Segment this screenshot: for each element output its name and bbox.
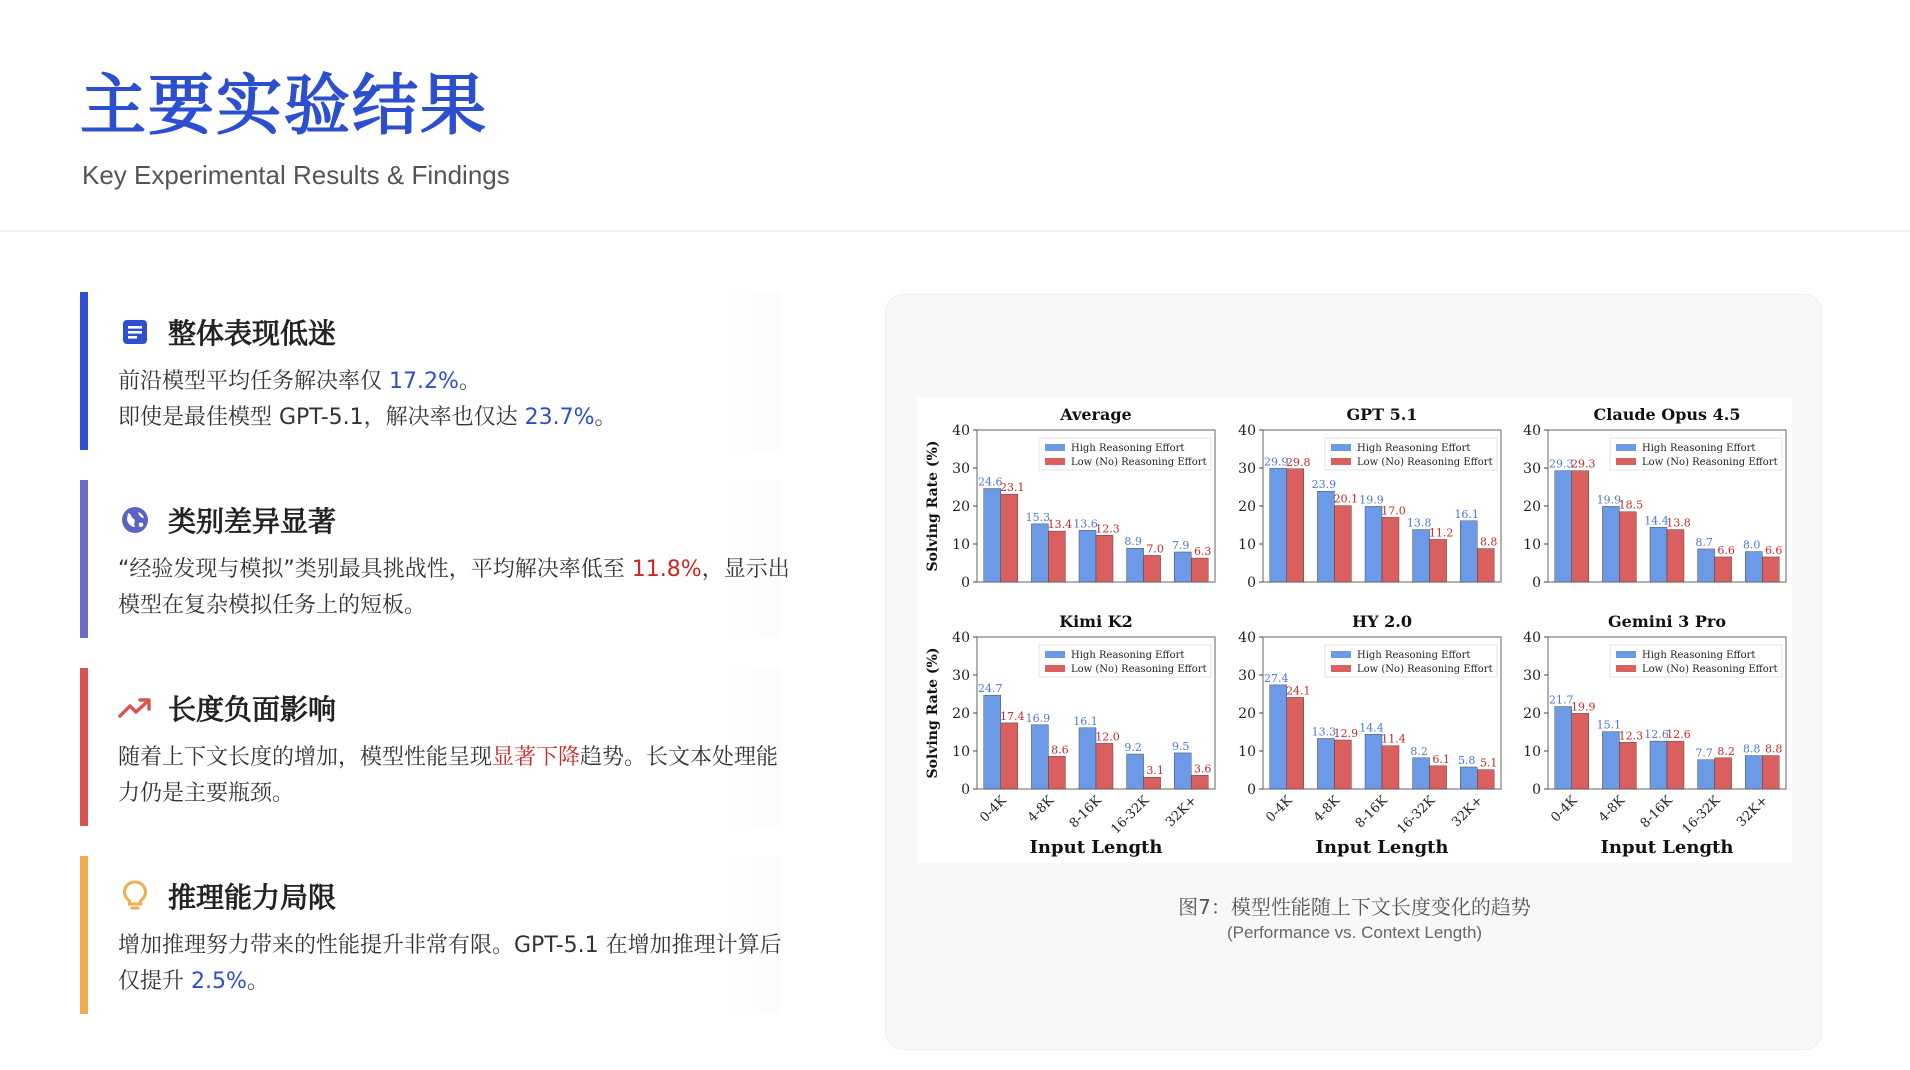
y-tick-label: 0: [961, 575, 970, 591]
bar: [1127, 754, 1144, 789]
figure-panel: [885, 294, 1822, 1050]
x-tick-label: 8-16K: [1352, 793, 1391, 832]
bar: [1382, 746, 1399, 789]
bar: [1698, 760, 1715, 789]
bar: [1477, 770, 1494, 789]
bar: [1572, 713, 1589, 789]
bar: [1317, 491, 1334, 582]
data-label: 15.1: [1596, 718, 1622, 732]
x-tick-label: 4-8K: [1024, 793, 1058, 826]
legend-swatch: [1331, 458, 1351, 465]
bar: [1667, 741, 1684, 789]
bar: [1174, 552, 1191, 582]
text-segment: 趋势。长文本处理能力仍是主要瓶颈。: [118, 745, 779, 806]
finding-text: [118, 364, 798, 436]
data-label: 16.1: [1454, 507, 1479, 521]
data-label: 29.9: [1264, 455, 1289, 469]
y-tick-label: 10: [1238, 537, 1256, 553]
bar: [1715, 758, 1732, 789]
bar: [1619, 742, 1636, 789]
bar: [1365, 734, 1382, 789]
legend-swatch: [1616, 665, 1636, 672]
text-segment: “经验发现与模拟”类别最具挑战性，平均解决率低至: [118, 557, 632, 582]
data-label: 7.9: [1171, 538, 1190, 552]
data-label: 17.0: [1381, 504, 1406, 518]
legend-label: Low (No) Reasoning Effort: [1357, 457, 1493, 468]
bar: [1191, 558, 1208, 582]
text-segment: 增加推理努力带来的性能提升非常有限。GPT-5.1 在增加推理计算后仅提升: [118, 933, 782, 994]
bar: [1287, 469, 1304, 582]
data-label: 12.3: [1095, 522, 1120, 536]
finding-title: 整体表现低迷: [168, 317, 337, 350]
chart-title: HY 2.0: [1352, 612, 1412, 631]
text-segment: 即使是最佳模型 GPT-5.1，解决率也仅达: [118, 405, 525, 430]
y-tick-label: 10: [952, 744, 970, 760]
chart-title: Kimi K2: [1059, 612, 1133, 631]
x-tick-label: 4-8K: [1310, 793, 1344, 826]
data-label: 21.7: [1549, 693, 1574, 707]
x-axis-label: Input Length: [1315, 837, 1449, 858]
bar: [1602, 732, 1619, 789]
y-tick-label: 0: [961, 782, 970, 798]
bar: [1127, 548, 1144, 582]
y-tick-label: 30: [1238, 668, 1256, 684]
x-tick-label: 32K+: [1449, 793, 1487, 831]
y-tick-label: 40: [952, 630, 970, 646]
bar: [1745, 756, 1762, 789]
finding-text: [118, 552, 798, 624]
data-label: 13.6: [1073, 517, 1098, 531]
data-label: 24.6: [978, 475, 1003, 489]
finding-card-reasoning: [80, 856, 780, 1014]
legend-swatch: [1331, 665, 1351, 672]
data-label: 5.1: [1479, 756, 1498, 770]
y-tick-label: 30: [952, 461, 970, 477]
bar: [1334, 740, 1351, 789]
finding-text: [118, 928, 798, 1000]
bar: [1413, 530, 1430, 582]
data-label: 16.9: [1025, 711, 1051, 725]
x-axis-label: Input Length: [1600, 837, 1734, 858]
legend-label: High Reasoning Effort: [1071, 650, 1185, 661]
data-label: 19.9: [1571, 700, 1596, 714]
data-label: 6.6: [1764, 543, 1783, 557]
findings-list: [80, 292, 790, 1044]
bar: [1413, 758, 1430, 789]
legend-label: Low (No) Reasoning Effort: [1357, 664, 1493, 675]
data-label: 24.7: [978, 682, 1003, 696]
bar: [1270, 685, 1287, 789]
legend-label: High Reasoning Effort: [1642, 443, 1756, 454]
legend-label: High Reasoning Effort: [1357, 443, 1471, 454]
data-label: 11.2: [1428, 526, 1454, 540]
data-label: 8.6: [1051, 743, 1069, 757]
page-header: [0, 0, 1910, 232]
data-label: 19.9: [1596, 493, 1622, 507]
text-segment: 随着上下文长度的增加，模型性能呈现: [118, 745, 493, 770]
x-axis-label: Input Length: [1029, 837, 1163, 858]
legend-swatch: [1616, 444, 1636, 451]
y-tick-label: 40: [1523, 630, 1541, 646]
legend-swatch: [1331, 444, 1351, 451]
x-tick-label: 0-4K: [1548, 793, 1581, 826]
page-title: 主要实验结果: [80, 67, 488, 144]
highlight-value: 11.8%: [631, 557, 702, 582]
bar: [1460, 767, 1477, 789]
x-tick-label: 32K+: [1163, 793, 1201, 831]
data-label: 19.9: [1359, 493, 1384, 507]
y-tick-label: 30: [952, 668, 970, 684]
highlight-value: 23.7%: [524, 405, 595, 430]
legend-label: High Reasoning Effort: [1642, 650, 1756, 661]
bar: [1365, 506, 1382, 582]
legend-swatch: [1331, 651, 1351, 658]
highlight-value: 17.2%: [389, 369, 459, 394]
bar: [1698, 549, 1715, 582]
y-tick-label: 30: [1523, 668, 1541, 684]
page-subtitle: Key Experimental Results & Findings: [82, 160, 510, 190]
bar: [1096, 743, 1113, 789]
data-label: 8.0: [1742, 538, 1761, 552]
text-segment: 。: [594, 405, 617, 430]
bar: [1619, 512, 1636, 582]
data-label: 8.8: [1764, 742, 1783, 756]
data-label: 8.8: [1742, 742, 1761, 756]
globe-icon: [118, 503, 152, 537]
data-label: 8.9: [1124, 535, 1142, 549]
data-label: 12.3: [1618, 729, 1644, 743]
bar: [1382, 517, 1399, 582]
y-tick-label: 20: [1523, 499, 1541, 515]
text-segment: ，显示出模型在复杂模拟任务上的短板。: [118, 557, 790, 618]
x-tick-label: 8-16K: [1066, 793, 1105, 832]
bar: [1745, 552, 1762, 582]
legend-label: High Reasoning Effort: [1071, 443, 1185, 454]
data-label: 11.4: [1381, 732, 1406, 746]
bar: [1430, 539, 1447, 582]
bar: [1144, 555, 1161, 582]
y-tick-label: 20: [952, 706, 970, 722]
y-tick-label: 20: [1238, 706, 1256, 722]
bar: [1650, 527, 1667, 582]
bar: [1144, 777, 1161, 789]
data-label: 14.4: [1644, 514, 1669, 528]
bar: [1460, 521, 1477, 582]
figure-caption-subtitle: (Performance vs. Context Length): [1226, 923, 1483, 942]
legend-swatch: [1045, 458, 1065, 465]
bar: [1191, 775, 1208, 789]
y-tick-label: 40: [952, 423, 970, 439]
data-label: 15.3: [1025, 510, 1051, 524]
data-label: 9.2: [1124, 741, 1142, 755]
data-label: 13.3: [1311, 725, 1337, 739]
y-tick-label: 10: [1238, 744, 1256, 760]
bar: [1762, 756, 1779, 789]
chart-title: Claude Opus 4.5: [1593, 405, 1741, 424]
legend-label: High Reasoning Effort: [1357, 650, 1471, 661]
finding-card-category: [80, 480, 790, 638]
data-label: 12.0: [1095, 730, 1120, 744]
x-tick-label: 4-8K: [1595, 793, 1629, 826]
data-label: 8.7: [1695, 535, 1713, 549]
bar: [1096, 535, 1113, 582]
y-tick-label: 40: [1523, 423, 1541, 439]
bar: [1715, 557, 1732, 582]
bar: [1270, 468, 1287, 582]
y-tick-label: 20: [1523, 706, 1541, 722]
data-label: 7.7: [1695, 746, 1713, 760]
y-tick-label: 30: [1238, 461, 1256, 477]
highlight-value: 2.5%: [191, 969, 247, 994]
data-label: 3.1: [1146, 764, 1164, 778]
bar: [1287, 697, 1304, 789]
bar: [1031, 524, 1048, 582]
data-label: 18.5: [1618, 498, 1644, 512]
data-label: 9.5: [1171, 739, 1190, 753]
y-tick-label: 20: [1238, 499, 1256, 515]
x-tick-label: 16-32K: [1679, 793, 1724, 838]
bar: [1555, 707, 1572, 789]
y-tick-label: 0: [1247, 782, 1256, 798]
y-tick-label: 0: [1532, 782, 1541, 798]
data-label: 23.9: [1311, 478, 1337, 492]
data-label: 7.0: [1146, 542, 1164, 556]
bar: [1174, 753, 1191, 789]
y-tick-label: 10: [1523, 537, 1541, 553]
bar: [1317, 738, 1334, 789]
bar: [1667, 530, 1684, 582]
data-label: 13.8: [1406, 516, 1432, 530]
bar: [984, 695, 1001, 789]
y-tick-label: 40: [1238, 630, 1256, 646]
data-label: 27.4: [1264, 671, 1289, 685]
data-label: 29.3: [1571, 457, 1596, 471]
finding-card-overall: [80, 292, 780, 450]
y-axis-label: Solving Rate (%): [925, 440, 941, 572]
y-tick-label: 10: [1523, 744, 1541, 760]
x-tick-label: 16-32K: [1394, 793, 1439, 838]
data-label: 29.3: [1549, 457, 1574, 471]
data-label: 13.8: [1666, 516, 1691, 530]
y-tick-label: 0: [1532, 575, 1541, 591]
data-label: 17.4: [1000, 709, 1025, 723]
chart-title: GPT 5.1: [1346, 405, 1418, 424]
finding-text: [118, 740, 798, 812]
lightbulb-icon: [118, 879, 152, 913]
finding-title: 长度负面影响: [168, 693, 337, 726]
data-label: 3.6: [1193, 762, 1212, 776]
legend-label: Low (No) Reasoning Effort: [1071, 664, 1207, 675]
document-icon: [118, 315, 152, 349]
bar: [1762, 557, 1779, 582]
chart-title: Average: [1060, 405, 1132, 424]
bar: [984, 489, 1001, 582]
bar: [1031, 725, 1048, 789]
y-tick-label: 10: [952, 537, 970, 553]
data-label: 16.1: [1073, 714, 1098, 728]
finding-title: 推理能力局限: [168, 881, 337, 914]
x-tick-label: 8-16K: [1637, 793, 1676, 832]
bar: [1555, 471, 1572, 582]
bar: [1477, 549, 1494, 582]
data-label: 24.1: [1286, 684, 1311, 698]
data-label: 5.8: [1457, 753, 1476, 767]
legend-label: Low (No) Reasoning Effort: [1642, 457, 1778, 468]
legend-swatch: [1045, 444, 1065, 451]
data-label: 23.1: [1000, 481, 1025, 495]
y-tick-label: 30: [1523, 461, 1541, 477]
bar: [1079, 728, 1096, 789]
data-label: 13.4: [1047, 518, 1073, 532]
bar: [1001, 723, 1018, 789]
figure-caption: 图7：模型性能随上下文长度变化的趋势: [1178, 895, 1531, 919]
bar: [1572, 471, 1589, 582]
trending-down-icon: [118, 691, 152, 725]
legend-swatch: [1616, 651, 1636, 658]
text-segment: 前沿模型平均任务解决率仅: [118, 369, 389, 394]
data-label: 12.9: [1333, 726, 1359, 740]
chart-figure: [917, 397, 1792, 863]
data-label: 8.2: [1410, 744, 1428, 758]
chart-title: Gemini 3 Pro: [1608, 612, 1726, 631]
legend-swatch: [1045, 665, 1065, 672]
data-label: 6.6: [1717, 543, 1735, 557]
bar: [1048, 531, 1065, 582]
bar: [1650, 741, 1667, 789]
bar: [1602, 506, 1619, 582]
legend-swatch: [1616, 458, 1636, 465]
bar: [1079, 530, 1096, 582]
bar-chart-grid: [917, 397, 1792, 863]
data-label: 6.3: [1193, 545, 1212, 559]
x-tick-label: 0-4K: [1263, 793, 1296, 826]
data-label: 29.8: [1286, 455, 1311, 469]
finding-title: 类别差异显著: [168, 505, 337, 538]
highlight-value: 显著下降: [492, 745, 581, 770]
bar: [1334, 506, 1351, 582]
data-label: 8.8: [1479, 535, 1498, 549]
y-tick-label: 40: [1238, 423, 1256, 439]
x-tick-label: 16-32K: [1108, 793, 1153, 838]
data-label: 12.6: [1666, 728, 1691, 742]
text-segment: 。: [246, 969, 269, 994]
data-label: 20.1: [1333, 492, 1359, 506]
legend-swatch: [1045, 651, 1065, 658]
data-label: 14.4: [1359, 721, 1384, 735]
y-tick-label: 0: [1247, 575, 1256, 591]
bar: [1048, 756, 1065, 789]
y-axis-label: Solving Rate (%): [925, 647, 941, 779]
finding-card-length: [80, 668, 780, 826]
x-tick-label: 32K+: [1734, 793, 1772, 831]
bar: [1001, 494, 1018, 582]
x-tick-label: 0-4K: [977, 793, 1010, 826]
data-label: 12.6: [1644, 728, 1669, 742]
data-label: 8.2: [1717, 744, 1735, 758]
bar: [1430, 766, 1447, 789]
legend-label: Low (No) Reasoning Effort: [1071, 457, 1207, 468]
text-segment: 。: [458, 369, 481, 394]
legend-label: Low (No) Reasoning Effort: [1642, 664, 1778, 675]
y-tick-label: 20: [952, 499, 970, 515]
data-label: 6.1: [1432, 752, 1450, 766]
